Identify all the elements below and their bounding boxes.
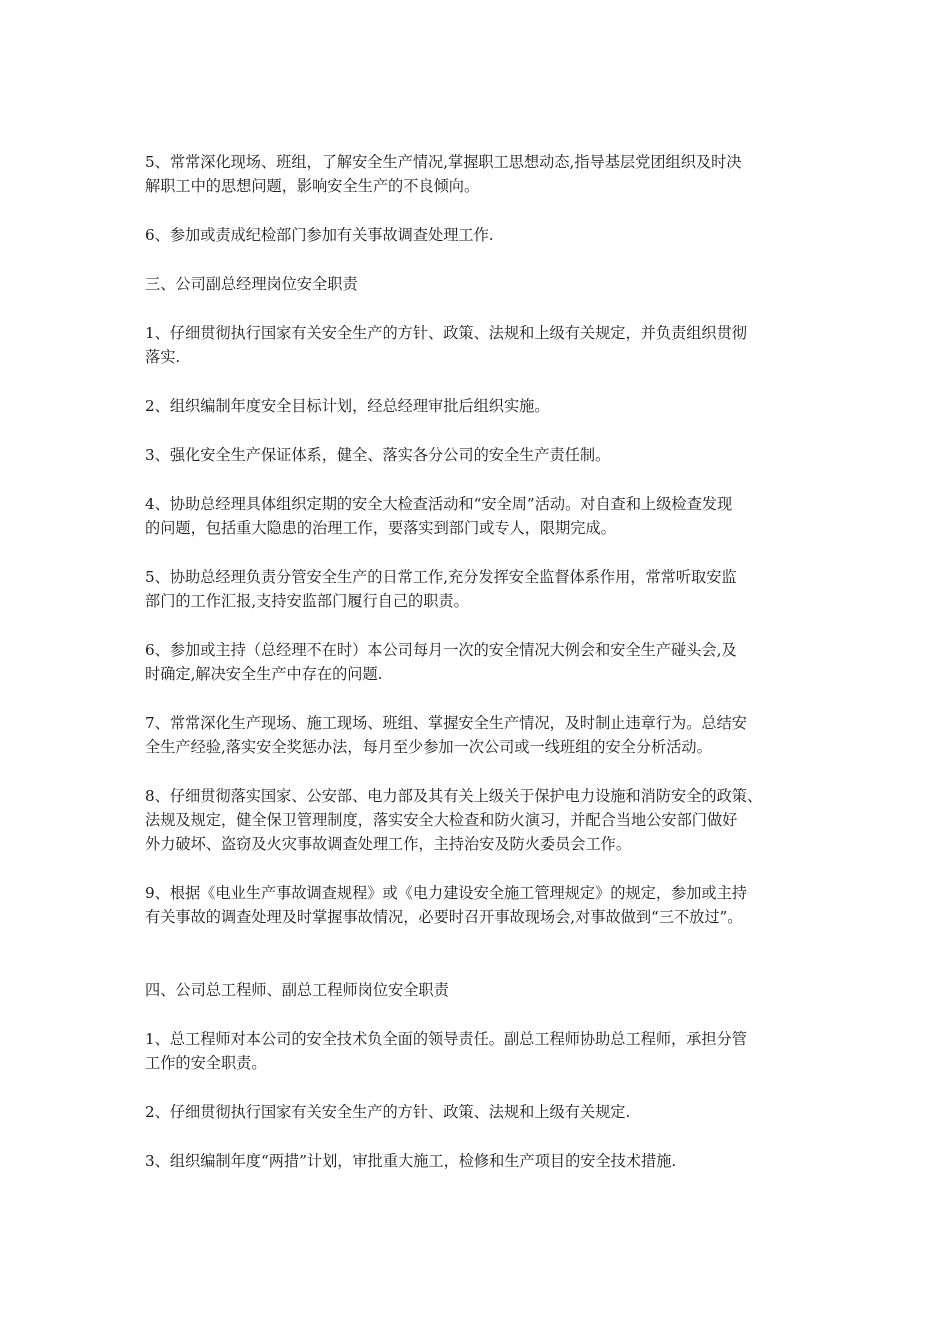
paragraph-line: 落实. [145, 348, 181, 366]
paragraph-line: 9、根据《电业生产事故调查规程》或《电力建设安全施工管理规定》的规定，参加或主持 [145, 884, 747, 902]
paragraph-line: 解职工中的思想问题，影响安全生产的不良倾向。 [145, 177, 480, 195]
paragraph-line: 8、仔细贯彻落实国家、公安部、电力部及其有关上级关于保护电力设施和消防安全的政策、 [145, 787, 763, 805]
paragraph-10 [145, 711, 815, 759]
paragraph-11 [145, 784, 815, 856]
paragraph-line: 工作的安全职责。 [145, 1054, 267, 1072]
paragraph-line: 7、常常深化生产现场、施工现场、班组、掌握安全生产情况，及时制止违章行为。总结安 [145, 714, 747, 732]
paragraph-14 [145, 1027, 815, 1075]
paragraph-4 [145, 321, 815, 369]
paragraph-line: 有关事故的调查处理及时掌握事故情况，必要时召开事故现场会,对事故做到“三不放过”。 [145, 908, 743, 926]
paragraph-line: 外力破坏、盗窃及火灾事故调查处理工作，主持治安及防火委员会工作。 [145, 835, 631, 853]
paragraph-12 [145, 881, 815, 929]
paragraph-line: 2、仔细贯彻执行国家有关安全生产的方针、政策、法规和上级有关规定. [145, 1103, 631, 1121]
section-heading-text: 四、公司总工程师、副总工程师岗位安全职责 [145, 981, 449, 999]
paragraph-line: 5、常常深化现场、班组，了解安全生产情况,掌握职工思想动态,指导基层党团组织及时决 [145, 153, 742, 171]
paragraph-line: 1、仔细贯彻执行国家有关安全生产的方针、政策、法规和上级有关规定，并负责组织贯彻 [145, 324, 747, 342]
paragraph-8 [145, 565, 815, 613]
paragraph-15 [145, 1100, 815, 1124]
paragraph-2 [145, 223, 815, 247]
paragraph-line: 部门的工作汇报,支持安监部门履行自己的职责。 [145, 592, 469, 610]
paragraph-line: 法规及规定，健全保卫管理制度，落实安全大检查和防火演习，并配合当地公安部门做好 [145, 811, 738, 829]
paragraph-line: 6、参加或主持（总经理不在时）本公司每月一次的安全情况大例会和安全生产碰头会,及 [145, 641, 737, 659]
paragraph-line: 4、协助总经理具体组织定期的安全大检查活动和“安全周”活动。对自查和上级检查发现 [145, 495, 733, 513]
paragraph-6 [145, 443, 815, 467]
paragraph-line: 2、组织编制年度安全目标计划，经总经理审批后组织实施。 [145, 397, 550, 415]
paragraph-16 [145, 1149, 815, 1173]
paragraph-7 [145, 492, 815, 540]
paragraph-line: 3、组织编制年度“两措”计划，审批重大施工，检修和生产项目的安全技术措施. [145, 1152, 677, 1170]
paragraph-line: 1、总工程师对本公司的安全技术负全面的领导责任。副总工程师协助总工程师，承担分管 [145, 1030, 747, 1048]
paragraph-1 [145, 150, 815, 198]
paragraph-line: 6、参加或责成纪检部门参加有关事故调查处理工作. [145, 226, 494, 244]
document-body [145, 150, 815, 1198]
paragraph-line: 的问题，包括重大隐患的治理工作，要落实到部门或专人，限期完成。 [145, 519, 616, 537]
section-heading-text: 三、公司副总经理岗位安全职责 [145, 275, 358, 293]
paragraph-9 [145, 638, 815, 686]
section-heading-13 [145, 978, 815, 1002]
paragraph-5 [145, 394, 815, 418]
paragraph-line: 全生产经验,落实安全奖惩办法，每月至少参加一次公司或一线班组的安全分析活动。 [145, 738, 712, 756]
paragraph-line: 3、强化安全生产保证体系，健全、落实各分公司的安全生产责任制。 [145, 446, 611, 464]
paragraph-line: 5、协助总经理负责分管安全生产的日常工作,充分发挥安全监督体系作用，常常听取安监 [145, 568, 737, 586]
paragraph-line: 时确定,解决安全生产中存在的问题. [145, 665, 383, 683]
section-heading-3 [145, 272, 815, 296]
